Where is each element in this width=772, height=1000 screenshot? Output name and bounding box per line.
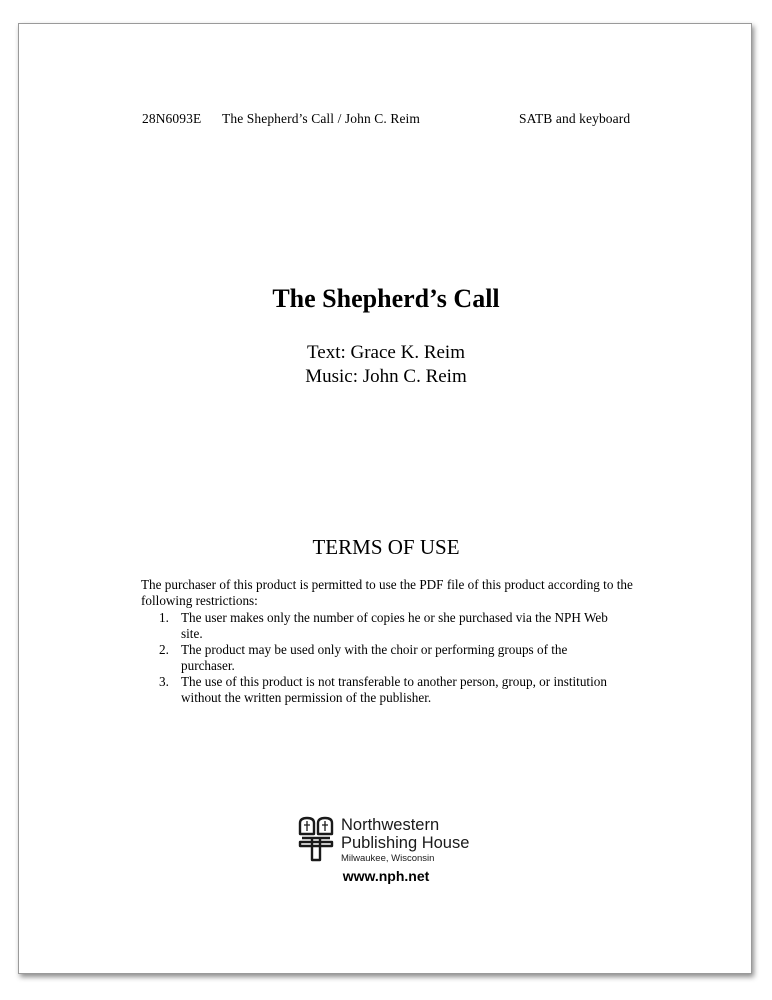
- publisher-url[interactable]: www.nph.net: [342, 868, 430, 884]
- terms-item-number: 1.: [159, 610, 169, 625]
- catalog-code: 28N6093E: [142, 111, 202, 126]
- music-credit: Music: John C. Reim: [305, 366, 467, 387]
- document-page: [18, 23, 752, 974]
- terms-list: [159, 610, 619, 706]
- publisher-name-line1: Northwestern: [341, 816, 440, 834]
- header-title-composer: The Shepherd’s Call / John C. Reim: [222, 111, 421, 126]
- terms-item: [159, 610, 619, 642]
- publisher-name-line2: Publishing House: [341, 834, 470, 852]
- publisher-location: Milwaukee, Wisconsin: [341, 853, 435, 864]
- terms-item-number: 2.: [159, 642, 169, 657]
- page-title: The Shepherd’s Call: [272, 284, 500, 313]
- terms-item-number: 3.: [159, 674, 169, 689]
- terms-intro: The purchaser of this product is permitted to use the PDF file of this product according to the following restrictions:: [141, 577, 633, 608]
- terms-item-text: The product may be used only with the choir or performing groups of the purchaser.: [181, 642, 568, 673]
- terms-item: [159, 674, 619, 706]
- terms-item-text: The user makes only the number of copies he or she purchased via the NPH Web site.: [181, 610, 608, 641]
- terms-heading: TERMS OF USE: [312, 535, 460, 559]
- publisher-logo: [298, 816, 488, 864]
- text-credit: Text: Grace K. Reim: [306, 342, 465, 363]
- terms-item: [159, 642, 619, 674]
- terms-item-text: The use of this product is not transferable to another person, group, or institution without the written permission of the publisher.: [181, 674, 607, 705]
- publisher-emblem-icon: [298, 816, 334, 862]
- voicing: SATB and keyboard: [519, 111, 631, 126]
